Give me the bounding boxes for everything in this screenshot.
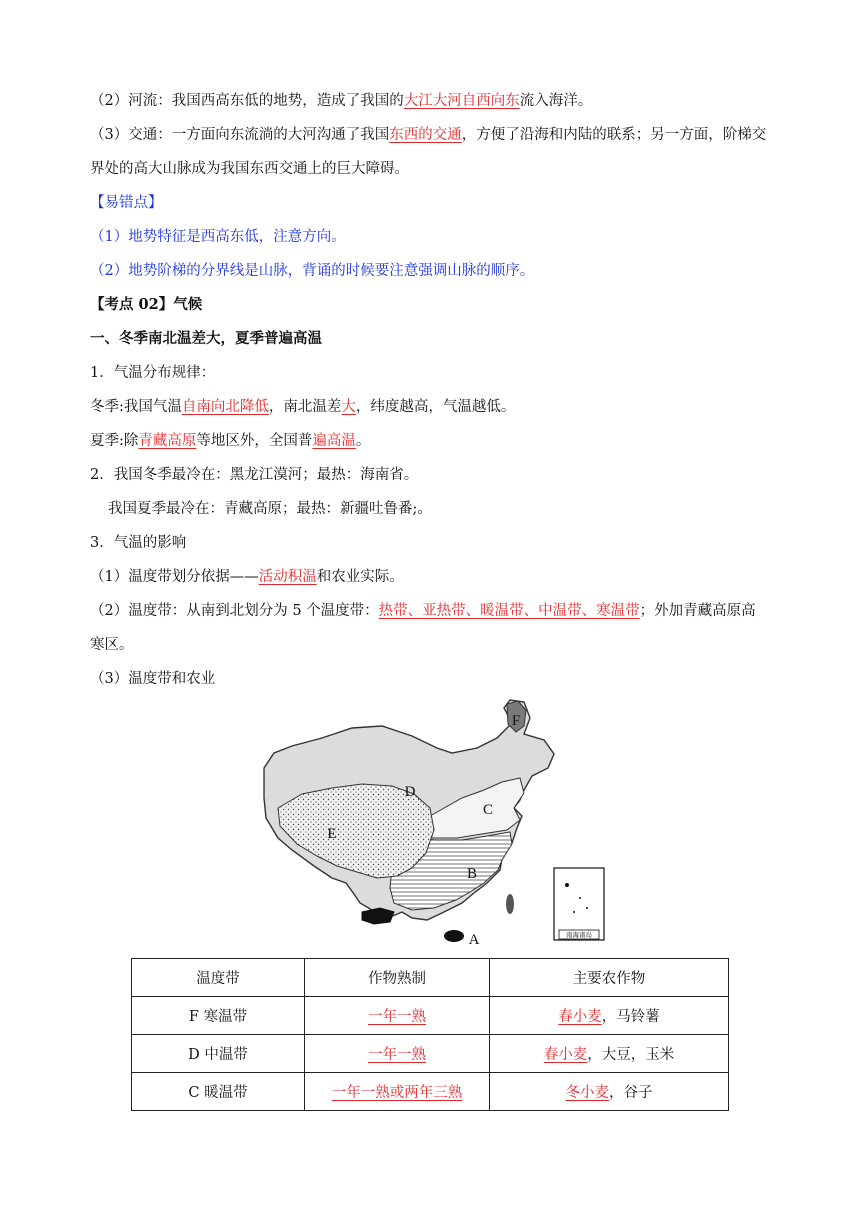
text: ，南北温差	[268, 399, 342, 415]
header-zone: 温度带	[132, 959, 305, 997]
text: 流入海洋。	[519, 93, 593, 109]
cell-system	[305, 1073, 490, 1111]
subheading-3: 3．气温的影响	[90, 535, 187, 551]
china-map-svg	[262, 698, 612, 948]
label-d: D	[404, 784, 416, 800]
winter-line	[90, 390, 770, 424]
cell-system	[305, 997, 490, 1035]
table-row	[132, 997, 729, 1035]
answer-underlined: 春小麦	[558, 1009, 602, 1025]
cell-crops	[490, 1035, 729, 1073]
temp-basis-line	[90, 560, 770, 594]
temp-zones-line	[90, 594, 770, 662]
cell-zone: F 寒温带	[132, 997, 305, 1035]
inset-label: 南海诸岛	[566, 931, 592, 939]
answer-underlined: 春小麦	[543, 1047, 588, 1063]
temperature-zone-map	[262, 698, 612, 948]
answer-underlined: 活动积温	[258, 569, 317, 585]
table-row	[132, 1073, 729, 1111]
text: （3）交通：一方面向东流淌的大河沟通了我国	[90, 127, 390, 143]
text: ，马铃薯	[601, 1009, 660, 1025]
text: ，方便了沿海和内陆的联系；另一方面，阶梯交界处的高大山脉成为我国东西交通上的巨大障碍。	[90, 127, 767, 177]
cell-crops	[490, 1073, 729, 1111]
zone-a-shape	[362, 908, 394, 924]
answer-underlined: 冬小麦	[565, 1085, 609, 1101]
summer-line	[90, 424, 770, 458]
subheading-2: 2．我国冬季最冷在：黑龙江漠河；最热：海南省。	[90, 467, 419, 483]
mistake-item-1: （1）地势特征是西高东低，注意方向。	[90, 229, 346, 245]
text: ，谷子	[609, 1085, 653, 1101]
text: （2）温度带：从南到北划分为 5 个温度带：	[90, 603, 379, 619]
answer-underlined: 一年一熟	[368, 1009, 426, 1025]
text: ，纬度越高，气温越低。	[355, 399, 516, 415]
kaodian-title: 【考点 02】气候	[90, 296, 203, 313]
answer-underlined: 东西的交通	[389, 127, 462, 143]
paragraph-rivers	[90, 84, 770, 118]
text: 夏季:除	[90, 433, 139, 449]
cell-zone: D 中温带	[132, 1035, 305, 1073]
text: （1）温度带划分依据——	[90, 569, 259, 585]
answer-underlined: 青藏高原	[138, 433, 197, 449]
table-header-row	[132, 959, 729, 997]
text: ；外加青藏高原高寒区。	[90, 603, 756, 653]
taiwan-island	[506, 894, 514, 914]
text: （2）河流：我国西高东低的地势，造成了我国的	[90, 93, 404, 109]
label-b: B	[466, 866, 478, 882]
header-crops: 主要农作物	[490, 959, 729, 997]
answer-underlined: 一年一熟	[368, 1047, 426, 1063]
mistake-item-2: （2）地势阶梯的分界线是山脉，背诵的时候要注意强调山脉的顺序。	[90, 263, 535, 279]
text: 等地区外，全国普	[196, 433, 313, 449]
paragraph-transport	[90, 118, 770, 186]
text: 冬季:我国气温	[90, 399, 182, 415]
cell-crops	[490, 997, 729, 1035]
answer-underlined: 遍高温	[312, 433, 356, 449]
label-f: F	[511, 713, 521, 729]
cell-zone: C 暖温带	[132, 1073, 305, 1111]
mistake-heading: 【易错点】	[90, 195, 163, 211]
subheading-1: 1．气温分布规律：	[90, 365, 216, 381]
text: ，大豆，玉米	[587, 1047, 675, 1063]
header-system: 作物熟制	[305, 959, 490, 997]
text: 。	[355, 433, 371, 449]
answer-underlined: 大江大河自西向东	[403, 93, 520, 109]
hainan-island	[444, 930, 464, 942]
south-sea-inset	[554, 868, 604, 940]
answer-underlined: 自南向北降低	[181, 399, 269, 415]
temperature-agriculture-table	[131, 958, 729, 1111]
temp-agri-heading: （3）温度带和农业	[90, 671, 216, 687]
cell-system	[305, 1035, 490, 1073]
section-heading: 一、冬季南北温差大，夏季普遍高温	[90, 330, 322, 347]
label-a: A	[468, 932, 480, 948]
answer-underlined: 大	[341, 399, 356, 415]
answer-underlined: 热带、亚热带、暖温带、中温带、寒温带	[378, 603, 640, 619]
answer-underlined: 一年一熟或两年三熟	[331, 1085, 463, 1101]
label-c: C	[482, 802, 494, 818]
table-row	[132, 1035, 729, 1073]
label-e: E	[327, 826, 337, 842]
subheading-2b: 我国夏季最冷在：青藏高原；最热：新疆吐鲁番;。	[108, 501, 432, 517]
text: 和农业实际。	[316, 569, 404, 585]
